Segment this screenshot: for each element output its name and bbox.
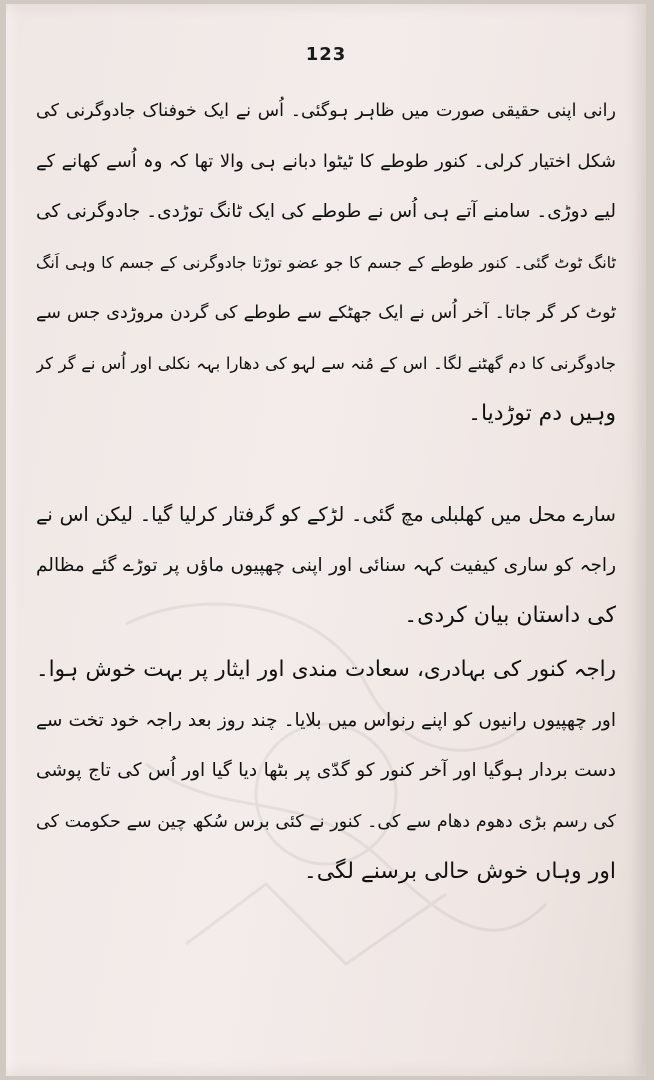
text-line: کی داستان بیان کردی۔ bbox=[404, 603, 616, 628]
paragraph-2 bbox=[36, 490, 616, 642]
text-line: اور چھپیوں رانیوں کو اپنے رنواس میں بلایا۔ چند روز بعد راجہ خود تخت سے bbox=[36, 709, 616, 731]
text-line: وہیں دم توڑدیا۔ bbox=[468, 401, 616, 426]
text-line: اور وہاں خوش حالی برسنے لگی۔ bbox=[303, 859, 616, 884]
text-line: ٹوٹ کر گر جاتا۔ آخر اُس نے ایک جھٹکے سے طوطے کی گردن مروڑدی جس سے bbox=[36, 303, 616, 323]
text-line: لیے دوڑی۔ سامنے آتے ہی اُس نے طوطے کی ایک ٹانگ توڑدی۔ جادوگرنی کی bbox=[36, 201, 616, 222]
text-line: سارے محل میں کھلبلی مچ گئی۔ لڑکے کو گرفتار کرلیا گیا۔ لیکن اس نے bbox=[36, 503, 616, 526]
text-line: جادوگرنی کا دم گھٹنے لگا۔ اس کے مُنہ سے لہو کی دھارا بہہ نکلی اور اُس نے گر کر bbox=[36, 353, 616, 373]
paragraph-3 bbox=[36, 645, 616, 898]
paragraph-1 bbox=[36, 86, 616, 440]
text-line: راجہ کو ساری کیفیت کہہ سنائی اور اپنی چھپیوں ماؤں پر توڑے گئے مظالم bbox=[36, 554, 616, 576]
page-number: 123 bbox=[305, 44, 347, 65]
text-line: ٹانگ ٹوٹ گئی۔ کنور طوطے کے جسم کا جو عضو توڑتا جادوگرنی کے جسم کا وہی اَنگ bbox=[36, 252, 616, 272]
text-line: کی رسم بڑی دھوم دھام سے کی۔ کنور نے کئی برس سُکھ چین سے حکومت کی bbox=[36, 811, 616, 832]
text-line: شکل اختیار کرلی۔ کنور طوطے کا ٹیٹوا دبانے ہی والا تھا کہ وہ اُسے کھانے کے bbox=[36, 150, 616, 172]
text-line: رانی اپنی حقیقی صورت میں ظاہر ہوگئی۔ اُس نے ایک خوفناک جادوگرنی کی bbox=[36, 101, 616, 121]
book-page bbox=[6, 4, 646, 1076]
text-line: دست بردار ہوگیا اور آخر کنور کو گدّی پر بٹھا دیا گیا اور اُس کی تاج پوشی bbox=[36, 760, 616, 781]
text-line: راجہ کنور کی بہادری، سعادت مندی اور ایثار پر بہت خوش ہوا۔ bbox=[36, 657, 616, 682]
